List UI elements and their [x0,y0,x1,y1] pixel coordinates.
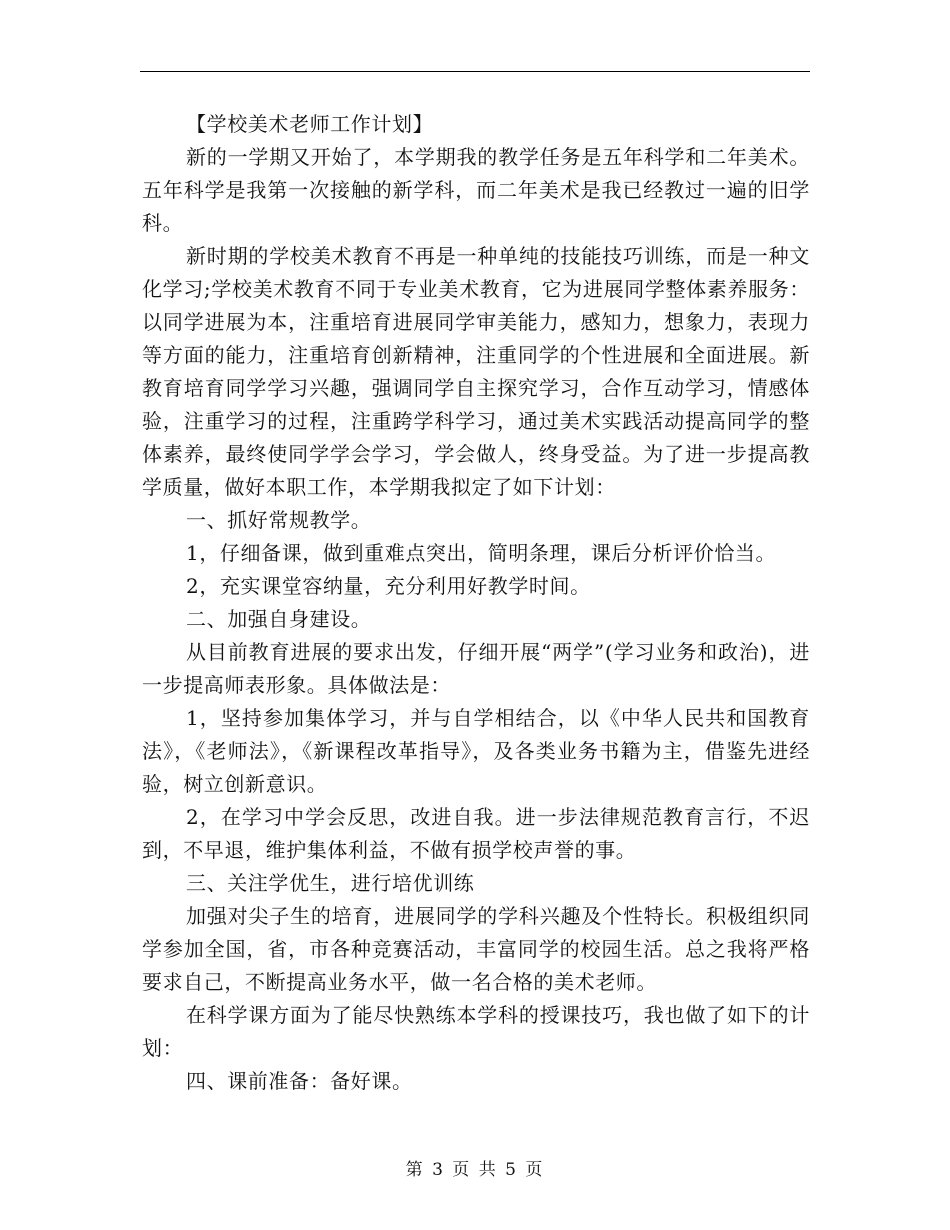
header-rule [140,71,810,72]
page-number: 第 3 页 共 5 页 [405,1160,545,1180]
paragraph: 新的一学期又开始了，本学期我的教学任务是五年科学和二年美术。五年科学是我第一次接触的新学科，而二年美术是我已经教过一遍的旧学科。 [142,145,810,235]
section-heading: 一、抓好常规教学。 [186,508,372,532]
document-body [142,108,810,1098]
section-heading: 三、关注学优生，进行培优训练 [186,871,475,895]
paragraph: 在科学课方面为了能尽快熟练本学科的授课技巧，我也做了如下的计划： [142,1003,810,1060]
list-item: 1，坚持参加集体学习，并与自学相结合，以《中华人民共和国教育法》，《老师法》，《新课程改革指导》，及各类业务书籍为主，借鉴先进经验，树立创新意识。 [142,706,810,796]
section-heading: 二、加强自身建设。 [186,607,372,631]
list-item: 1，仔细备课，做到重难点突出，简明条理，课后分析评价恰当。 [186,541,777,565]
paragraph: 新时期的学校美术教育不再是一种单纯的技能技巧训练，而是一种文化学习;学校美术教育不同于专业美术教育，它为进展同学整体素养服务：以同学进展为本，注重培育进展同学审美能力，感知力，想象力，表现力等方面的能力，注重培育创新精神，注重同学的个性进展和全面进展。新教育培育同学学习兴趣，强调同学自主探究学习，合作互动学习，情感体验，注重学习的过程，注重跨学科学习，通过美术实践活动提高同学的整体素养，最终使同学学会学习，学会做人，终身受益。为了进一步提高教学质量，做好本职工作，本学期我拟定了如下计划： [142,244,810,499]
document-title: 【学校美术老师工作计划】 [186,112,434,136]
paragraph: 加强对尖子生的培育，进展同学的学科兴趣及个性特长。积极组织同学参加全国，省，市各种竞赛活动，丰富同学的校园生活。总之我将严格要求自己，不断提高业务水平，做一名合格的美术老师。 [142,904,810,994]
list-item: 2，充实课堂容纳量，充分利用好教学时间。 [186,574,591,598]
paragraph: 从目前教育进展的要求出发，仔细开展“两学”(学习业务和政治)，进一步提高师表形象。具体做法是： [142,640,810,697]
section-heading: 四、课前准备：备好课。 [186,1069,413,1093]
list-item: 2，在学习中学会反思，改进自我。进一步法律规范教育言行，不迟到，不早退，维护集体利益，不做有损学校声誉的事。 [142,805,810,862]
